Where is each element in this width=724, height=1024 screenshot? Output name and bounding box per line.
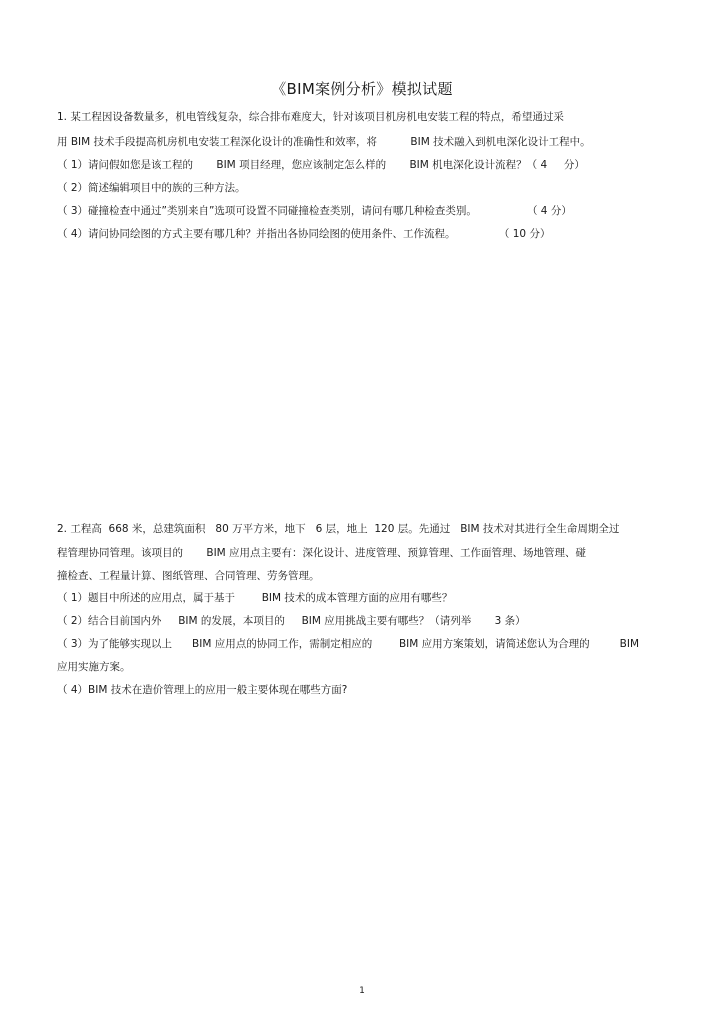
q1-stem-line-1: 1. 某工程因设备数量多，机电管线复杂，综合排布难度大，针对该项目机房机电安装工程的特点，希望通过采 (57, 111, 564, 123)
q1-subquestion-3: （ 3）碰撞检查中通过”类别来自”选项可设置不同碰撞检查类别，请问有哪几种检查类别。 （ 4 分） (57, 205, 572, 217)
q1-stem-line-2: 用 BIM 技术手段提高机房机电安装工程深化设计的准确性和效率，将 BIM 技术融入到机电深化设计工程中。 (57, 136, 591, 148)
q2-subquestion-3-line-1: （ 3）为了能够实现以上 BIM 应用点的协同工作，需制定相应的 BIM 应用方案策划，请简述您认为合理的 BIM (57, 638, 640, 650)
q2-stem-line-3: 撞检查、工程量计算、图纸管理、合同管理、劳务管理。 (57, 570, 320, 582)
q1-subquestion-2: （ 2）简述编辑项目中的族的三种方法。 (57, 182, 246, 194)
q2-subquestion-2: （ 2）结合目前国内外 BIM 的发展，本项目的 BIM 应用挑战主要有哪些？（请列举 3 条） (57, 615, 526, 627)
q2-stem-line-1: 2. 工程高 668 米，总建筑面积 80 万平方米，地下 6 层，地上 120 层。先通过 BIM 技术对其进行全生命周期全过 (57, 523, 620, 535)
q2-subquestion-3-line-2: 应用实施方案。 (57, 661, 131, 673)
document-title: 《BIM案例分析》模拟试题 (271, 80, 453, 98)
page-number: 1 (359, 986, 365, 996)
q2-subquestion-1: （ 1）题目中所述的应用点，属于基于 BIM 技术的成本管理方面的应用有哪些？ (57, 592, 453, 604)
q1-subquestion-1: （ 1）请问假如您是该工程的 BIM 项目经理，您应该制定怎么样的 BIM 机电深化设计流程？（ 4 分） (57, 159, 585, 171)
q2-stem-line-2: 程管理协同管理。该项目的 BIM 应用点主要有：深化设计、进度管理、预算管理、工作面管理、场地管理、碰 (57, 547, 587, 559)
q1-subquestion-4: （ 4）请问协同绘图的方式主要有哪几种？并指出各协同绘图的使用条件、工作流程。 （ 10 分） (57, 228, 551, 240)
q2-subquestion-4: （ 4）BIM 技术在造价管理上的应用一般主要体现在哪些方面? (57, 684, 348, 696)
